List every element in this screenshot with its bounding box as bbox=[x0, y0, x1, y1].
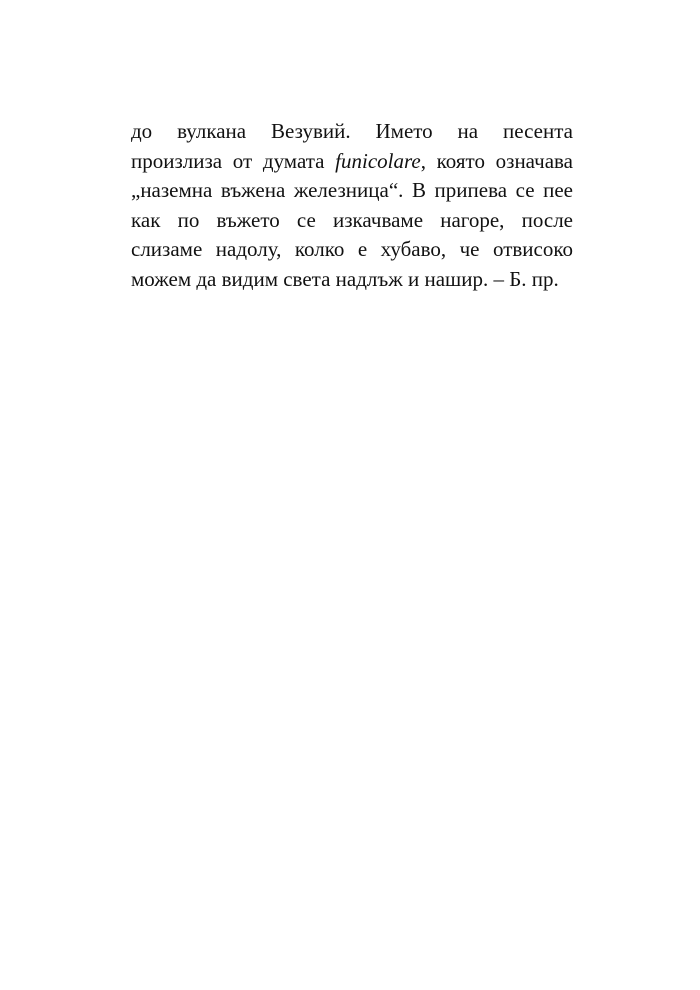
text-line-1: до вулкана Везувий. Името на песента bbox=[131, 119, 573, 143]
text-line-2-end: , която означава bbox=[420, 148, 574, 173]
footnote-text bbox=[131, 117, 573, 294]
text-line-5: слизаме надолу, колко е хубаво, че отвисоко bbox=[131, 237, 573, 261]
italic-term: funicolare bbox=[335, 148, 421, 173]
text-line-2-start: произлиза от думата bbox=[131, 148, 336, 173]
text-line-3: „наземна въжена железница“. В припева се пее bbox=[131, 178, 573, 202]
text-line-2 bbox=[131, 147, 573, 177]
text-line-6: можем да видим света надлъж и нашир. – Б. пр. bbox=[131, 266, 559, 291]
text-line-4: как по въжето се изкачваме нагоре, после bbox=[131, 207, 573, 232]
